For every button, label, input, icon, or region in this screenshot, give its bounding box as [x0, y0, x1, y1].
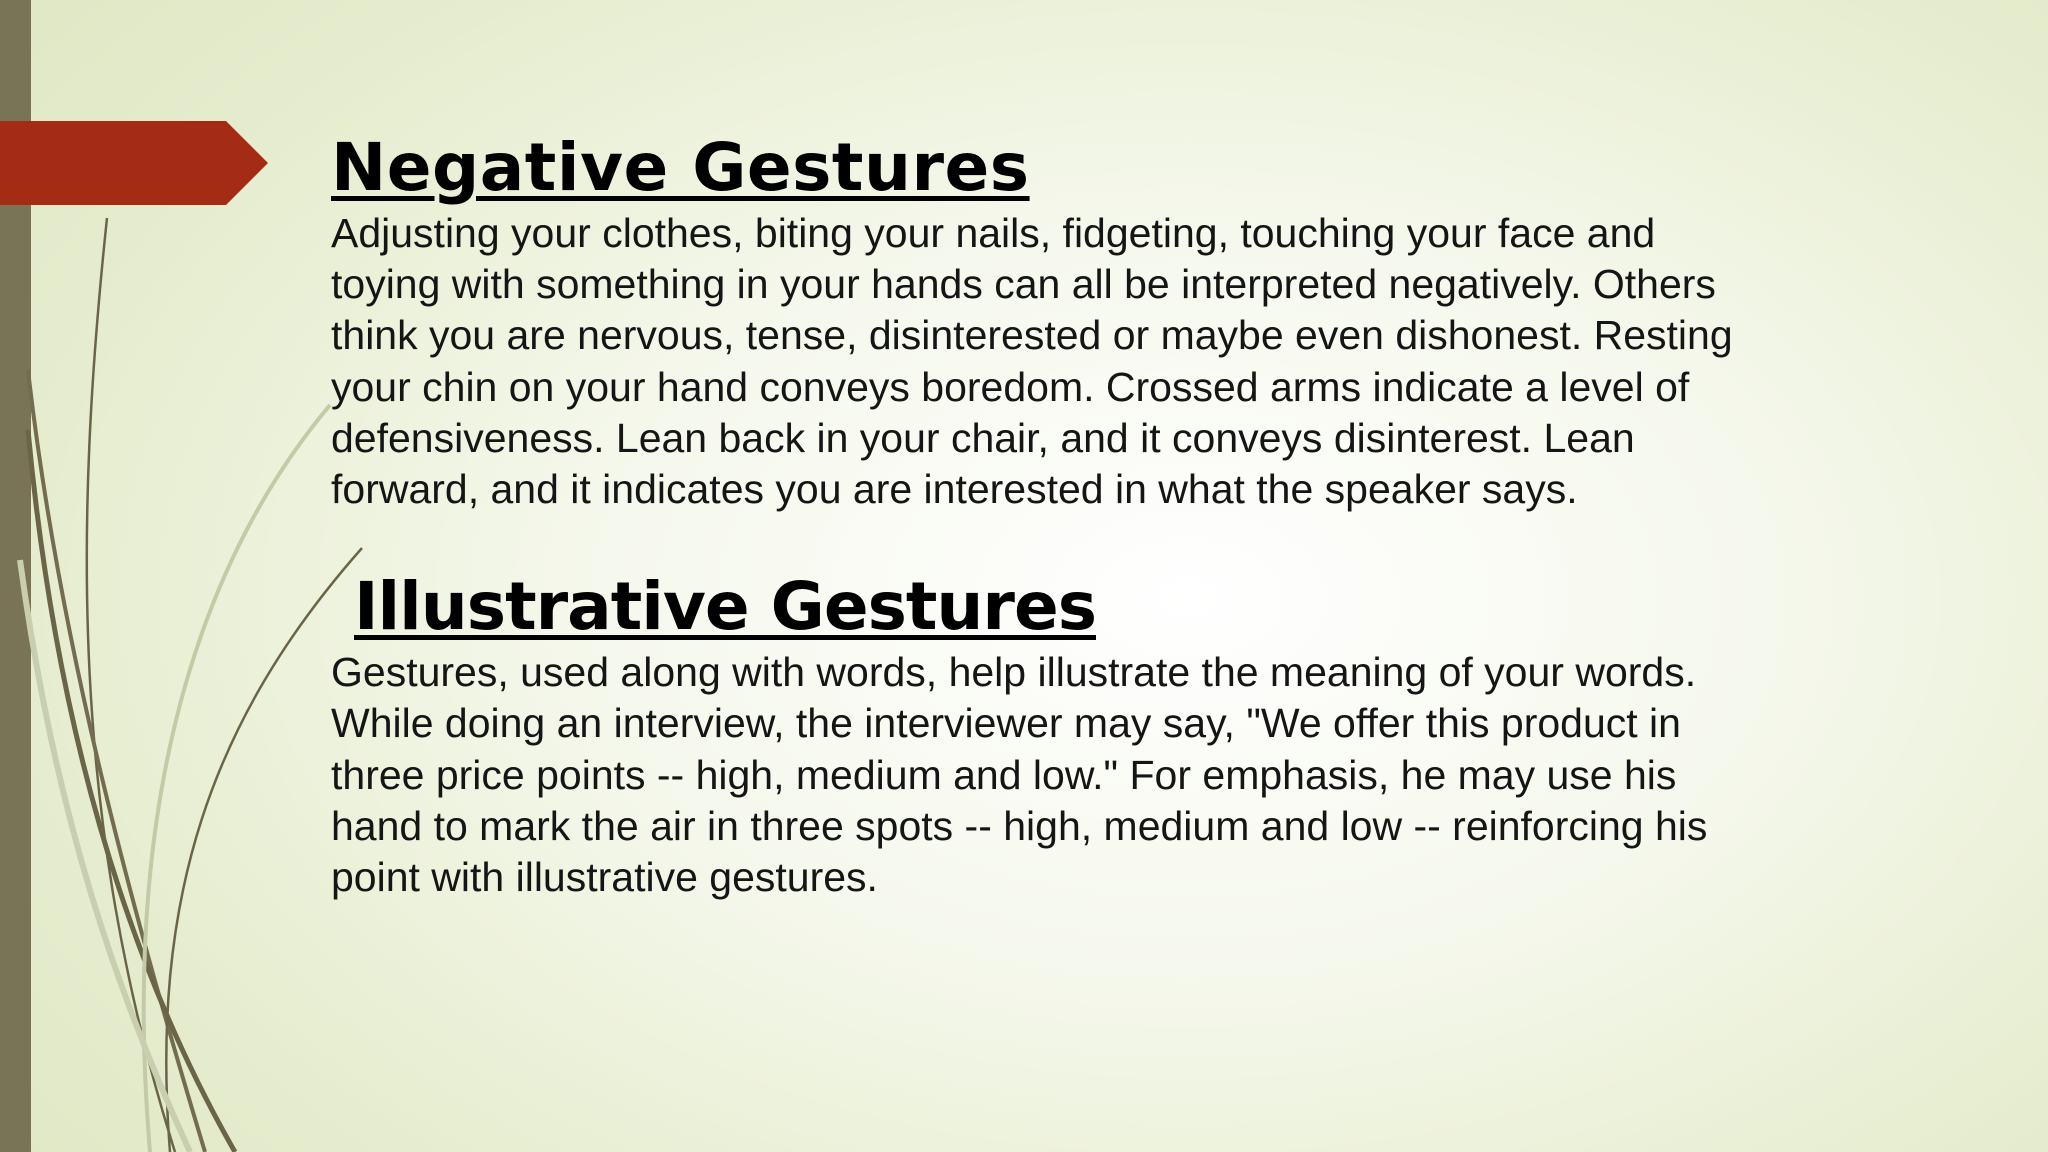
slide-content: [331, 128, 1751, 903]
illustrative-gestures-heading: Illustrative Gestures: [354, 568, 1096, 646]
negative-gestures-body: Adjusting your clothes, biting your nails, fidgeting, touching your face and toying with something in your hands can all be interpreted negatively. Others think you are nervous, tense, disinterested or maybe even dishonest. Resting your chin on your hand conveys boredom. Crossed arms indicate a level of defensiveness. Lean back in your chair, and it conveys disinterest. Lean forward, and it indicates you are interested in what the speaker says.: [331, 210, 1733, 513]
illustrative-gestures-body: Gestures, used along with words, help illustrate the meaning of your words. While doing an interview, the interviewer may say, "We offer this product in three price points -- high, medium and low." For emphasis, he may use his hand to mark the air in three spots -- high, medium and low -- reinforcing his point with illustrative gestures.: [331, 649, 1708, 901]
title-arrow-tab: [0, 121, 268, 205]
negative-gestures-heading: Negative Gestures: [331, 129, 1030, 206]
